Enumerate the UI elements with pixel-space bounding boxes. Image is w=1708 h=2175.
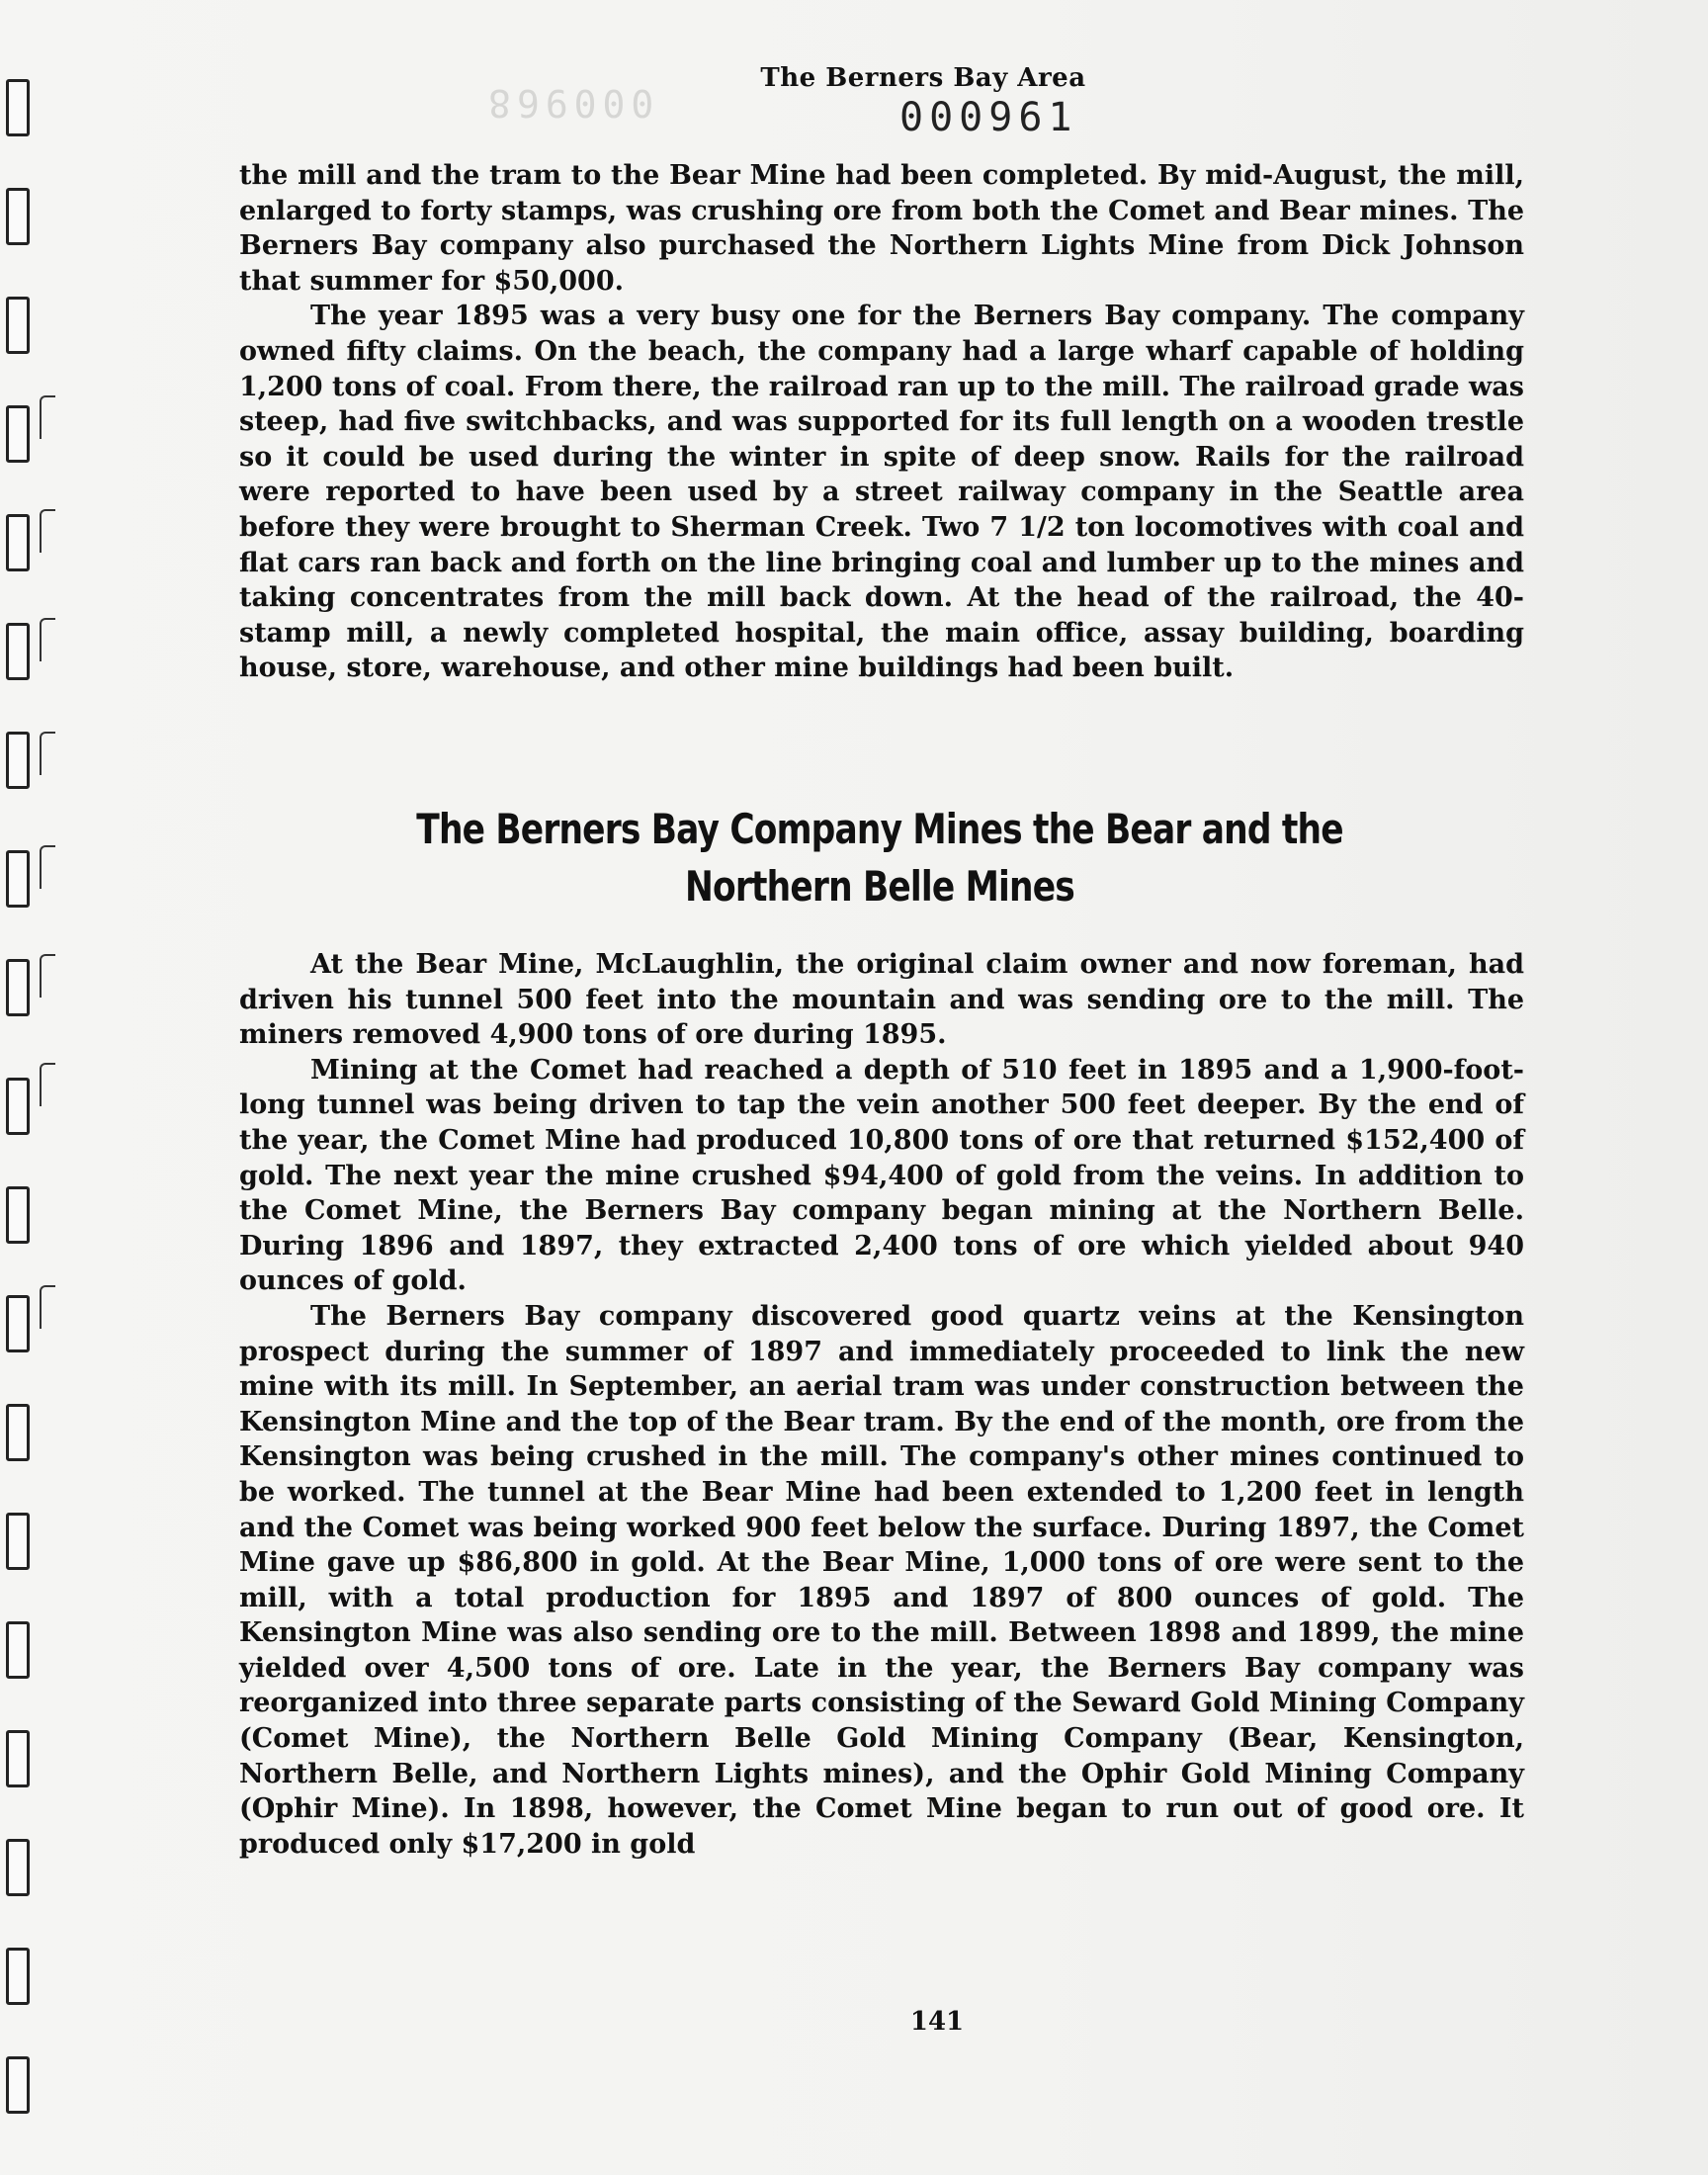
paragraph: the mill and the tram to the Bear Mine had been completed. By mid-August, the mill, enlarged to forty stamps, was crushing ore from both the Comet and Bear mines. The Berners Bay company also purchased the Northern Lights Mine from Dick Johnson that summer for $50,000. — [239, 160, 1524, 297]
binder-hole — [6, 1404, 30, 1461]
binder-mark — [40, 1285, 55, 1329]
section-one-text — [239, 158, 1524, 686]
binder-hole — [6, 732, 30, 789]
binder-hole — [6, 1948, 30, 2005]
binder-hole — [6, 188, 30, 245]
binder-hole — [6, 1839, 30, 1896]
paragraph: The Berners Bay company discovered good quartz veins at the Kensington prospect during the summer of 1897 and immediately proceeded to link the new mine with its mill. In September, an aerial tram was under construction between the Kensington Mine and the top of the Bear tram. By the end of the month, ore from the Kensington was being crushed in the mill. The company's other mines continued to be worked. The tunnel at the Bear Mine had been extended to 1,200 feet in length and the Comet was being worked 900 feet below the surface. During 1897, the Comet Mine gave up $86,800 in gold. At the Bear Mine, 1,000 tons of ore were sent to the mill, with a total production for 1895 and 1897 of 800 ounces of gold. The Kensington Mine was also sending ore to the mill. Between 1898 and 1899, the mine yielded over 4,500 tons of ore. Late in the year, the Berners Bay company was reorganized into three separate parts consisting of the Seward Gold Mining Company (Comet Mine), the Northern Belle Gold Mining Company (Bear, Kensington, Northern Belle, and Northern Lights mines), and the Ophir Gold Mining Company (Ophir Mine). In 1898, however, the Comet Mine began to run out of good ore. It produced only $17,200 in gold — [239, 1300, 1524, 1860]
binder-mark — [40, 954, 55, 998]
binder-hole — [6, 79, 30, 136]
paragraph: The year 1895 was a very busy one for the Berners Bay company. The company owned fifty claims. On the beach, the company had a large wharf capable of holding 1,200 tons of coal. From there, the railroad ran up to the mill. The railroad grade was steep, had five switchbacks, and was supported for its full length on a wooden trestle so it could be used during the winter in spite of deep snow. Rails for the railroad were reported to have been used by a street railway company in the Seattle area before they were brought to Sherman Creek. Two 7 1/2 ton locomotives with coal and flat cars ran back and forth on the line bringing coal and lumber up to the mines and taking concentrates from the mill back down. At the head of the railroad, the 40-stamp mill, a newly completed hospital, the main office, assay building, boarding house, store, warehouse, and other mine buildings had been built. — [239, 301, 1524, 684]
binder-hole — [6, 1295, 30, 1352]
running-title: The Berners Bay Area — [760, 63, 1086, 93]
binder-mark — [40, 395, 55, 439]
binder-hole — [6, 405, 30, 463]
binder-hole — [6, 1513, 30, 1570]
binder-hole — [6, 1621, 30, 1679]
binder-hole — [6, 514, 30, 571]
binder-hole — [6, 959, 30, 1016]
ghost-document-number: 000968 — [482, 81, 654, 125]
page-number: 141 — [909, 2007, 965, 2037]
binder-mark — [40, 509, 55, 553]
binder-mark — [40, 732, 55, 775]
binder-mark — [40, 1063, 55, 1106]
binder-hole — [6, 623, 30, 680]
binder-hole — [6, 1078, 30, 1135]
binder-hole — [6, 2056, 30, 2114]
binder-hole — [6, 1730, 30, 1787]
binder-mark — [40, 845, 55, 889]
section-heading: The Berners Bay Company Mines the Bear and the Northern Belle Mines — [416, 805, 1343, 911]
binder-hole — [6, 850, 30, 908]
binder-mark — [40, 618, 55, 661]
binder-hole — [6, 1186, 30, 1244]
paragraph: Mining at the Comet had reached a depth of 510 feet in 1895 and a 1,900-foot-long tunnel was being driven to tap the vein another 500 feet deeper. By the end of the year, the Comet Mine had produced 10,800 tons of ore that returned $152,400 of gold. The next year the mine crushed $94,400 of gold from the veins. In addition to the Comet Mine, the Berners Bay company began mining at the Northern Belle. During 1896 and 1897, they extracted 2,400 tons of ore which yielded about 940 ounces of gold. — [239, 1054, 1524, 1297]
section-two-text — [239, 947, 1524, 1862]
binder-hole-strip — [0, 0, 119, 2175]
paragraph: At the Bear Mine, McLaughlin, the original claim owner and now foreman, had driven his tunnel 500 feet into the mountain and was sending ore to the mill. The miners removed 4,900 tons of ore during 1895. — [239, 949, 1524, 1051]
binder-hole — [6, 297, 30, 354]
document-number-stamp: 000961 — [899, 95, 1078, 140]
